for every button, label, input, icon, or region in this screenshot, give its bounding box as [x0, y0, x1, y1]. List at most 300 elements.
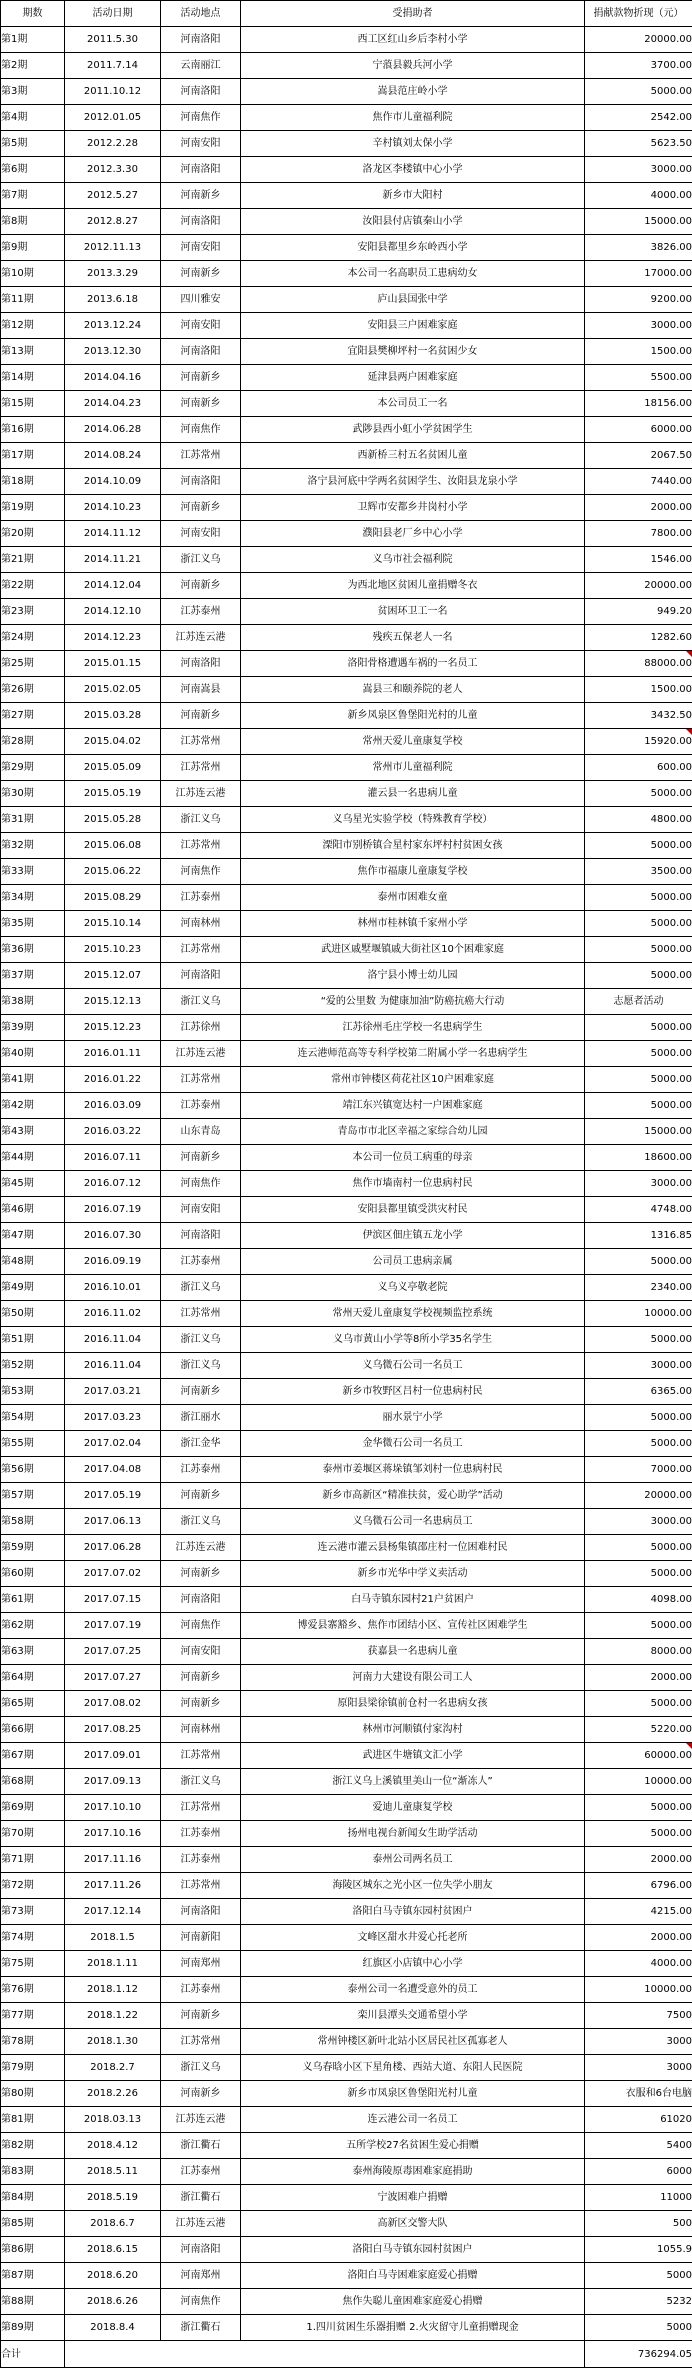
date-cell[interactable] — [65, 729, 161, 755]
period-cell[interactable] — [1, 1275, 65, 1301]
period-cell[interactable] — [1, 1067, 65, 1093]
amount-cell[interactable] — [585, 2315, 692, 2341]
date-cell[interactable] — [65, 157, 161, 183]
date-cell[interactable] — [65, 677, 161, 703]
period-cell[interactable] — [1, 2029, 65, 2055]
period-cell[interactable] — [1, 703, 65, 729]
beneficiary-cell[interactable] — [241, 2081, 585, 2107]
location-cell[interactable] — [161, 1015, 241, 1041]
date-cell[interactable] — [65, 1951, 161, 1977]
date-cell[interactable] — [65, 911, 161, 937]
total-amount[interactable]: 736294.05 — [585, 2341, 692, 2368]
date-cell[interactable] — [65, 2159, 161, 2185]
location-cell[interactable] — [161, 859, 241, 885]
location-cell[interactable] — [161, 1925, 241, 1951]
date-cell[interactable] — [65, 1899, 161, 1925]
period-cell[interactable] — [1, 1431, 65, 1457]
amount-cell[interactable] — [585, 547, 692, 573]
comment-indicator-icon[interactable] — [686, 651, 692, 657]
beneficiary-cell[interactable] — [241, 1639, 585, 1665]
date-cell[interactable] — [65, 1691, 161, 1717]
location-cell[interactable] — [161, 1691, 241, 1717]
date-cell[interactable] — [65, 1223, 161, 1249]
period-cell[interactable] — [1, 1847, 65, 1873]
beneficiary-cell[interactable] — [241, 1405, 585, 1431]
amount-cell[interactable] — [585, 443, 692, 469]
amount-cell[interactable] — [585, 1171, 692, 1197]
period-cell[interactable] — [1, 807, 65, 833]
date-cell[interactable] — [65, 2211, 161, 2237]
beneficiary-cell[interactable] — [241, 1379, 585, 1405]
beneficiary-cell[interactable] — [241, 157, 585, 183]
location-cell[interactable] — [161, 391, 241, 417]
location-cell[interactable] — [161, 1769, 241, 1795]
beneficiary-cell[interactable] — [241, 963, 585, 989]
location-cell[interactable] — [161, 79, 241, 105]
date-cell[interactable] — [65, 1379, 161, 1405]
beneficiary-cell[interactable] — [241, 2133, 585, 2159]
date-cell[interactable] — [65, 1717, 161, 1743]
amount-cell[interactable] — [585, 833, 692, 859]
period-cell[interactable] — [1, 625, 65, 651]
amount-cell[interactable] — [585, 261, 692, 287]
date-cell[interactable] — [65, 1301, 161, 1327]
period-cell[interactable] — [1, 391, 65, 417]
location-cell[interactable] — [161, 1353, 241, 1379]
beneficiary-cell[interactable] — [241, 1847, 585, 1873]
period-cell[interactable] — [1, 183, 65, 209]
period-cell[interactable] — [1, 1223, 65, 1249]
date-cell[interactable] — [65, 2315, 161, 2341]
beneficiary-cell[interactable] — [241, 937, 585, 963]
amount-cell[interactable] — [585, 1769, 692, 1795]
amount-cell[interactable] — [585, 989, 692, 1015]
location-cell[interactable] — [161, 1795, 241, 1821]
beneficiary-cell[interactable] — [241, 1795, 585, 1821]
period-cell[interactable] — [1, 1769, 65, 1795]
amount-cell[interactable] — [585, 1301, 692, 1327]
date-cell[interactable] — [65, 183, 161, 209]
location-cell[interactable] — [161, 1067, 241, 1093]
period-cell[interactable] — [1, 755, 65, 781]
amount-cell[interactable] — [585, 1327, 692, 1353]
date-cell[interactable] — [65, 2185, 161, 2211]
amount-cell[interactable] — [585, 365, 692, 391]
beneficiary-cell[interactable] — [241, 1171, 585, 1197]
date-cell[interactable] — [65, 1509, 161, 1535]
amount-cell[interactable] — [585, 1145, 692, 1171]
period-cell[interactable] — [1, 2055, 65, 2081]
date-cell[interactable] — [65, 937, 161, 963]
beneficiary-cell[interactable] — [241, 1015, 585, 1041]
period-cell[interactable] — [1, 1119, 65, 1145]
period-cell[interactable] — [1, 1717, 65, 1743]
location-cell[interactable] — [161, 677, 241, 703]
period-cell[interactable] — [1, 911, 65, 937]
amount-cell[interactable] — [585, 2185, 692, 2211]
amount-cell[interactable] — [585, 417, 692, 443]
location-cell[interactable] — [161, 1561, 241, 1587]
location-cell[interactable] — [161, 1639, 241, 1665]
location-cell[interactable] — [161, 1275, 241, 1301]
amount-cell[interactable] — [585, 1223, 692, 1249]
beneficiary-cell[interactable] — [241, 1067, 585, 1093]
beneficiary-cell[interactable] — [241, 2107, 585, 2133]
date-cell[interactable] — [65, 1119, 161, 1145]
amount-cell[interactable] — [585, 1873, 692, 1899]
date-cell[interactable] — [65, 131, 161, 157]
beneficiary-cell[interactable] — [241, 2263, 585, 2289]
date-cell[interactable] — [65, 1613, 161, 1639]
amount-cell[interactable] — [585, 911, 692, 937]
amount-cell[interactable] — [585, 1093, 692, 1119]
location-cell[interactable] — [161, 131, 241, 157]
location-cell[interactable] — [161, 261, 241, 287]
amount-cell[interactable] — [585, 2081, 692, 2107]
amount-cell[interactable] — [585, 1457, 692, 1483]
amount-cell[interactable] — [585, 209, 692, 235]
total-merged-cell[interactable] — [65, 2341, 585, 2368]
amount-cell[interactable] — [585, 625, 692, 651]
location-cell[interactable] — [161, 1535, 241, 1561]
location-cell[interactable] — [161, 2159, 241, 2185]
date-cell[interactable] — [65, 469, 161, 495]
period-cell[interactable] — [1, 495, 65, 521]
beneficiary-cell[interactable] — [241, 1145, 585, 1171]
beneficiary-cell[interactable] — [241, 27, 585, 53]
period-cell[interactable] — [1, 1587, 65, 1613]
beneficiary-cell[interactable] — [241, 2029, 585, 2055]
amount-cell[interactable] — [585, 2211, 692, 2237]
location-cell[interactable] — [161, 313, 241, 339]
location-cell[interactable] — [161, 27, 241, 53]
amount-cell[interactable] — [585, 1665, 692, 1691]
location-cell[interactable] — [161, 2029, 241, 2055]
period-cell[interactable] — [1, 1925, 65, 1951]
beneficiary-cell[interactable] — [241, 443, 585, 469]
location-cell[interactable] — [161, 1743, 241, 1769]
amount-cell[interactable] — [585, 79, 692, 105]
beneficiary-cell[interactable] — [241, 495, 585, 521]
period-cell[interactable] — [1, 1665, 65, 1691]
beneficiary-cell[interactable] — [241, 1743, 585, 1769]
beneficiary-cell[interactable] — [241, 1483, 585, 1509]
location-cell[interactable] — [161, 755, 241, 781]
date-cell[interactable] — [65, 1847, 161, 1873]
period-cell[interactable] — [1, 1483, 65, 1509]
beneficiary-cell[interactable] — [241, 53, 585, 79]
location-cell[interactable] — [161, 2107, 241, 2133]
amount-cell[interactable] — [585, 2159, 692, 2185]
location-cell[interactable] — [161, 989, 241, 1015]
amount-cell[interactable] — [585, 2029, 692, 2055]
beneficiary-cell[interactable] — [241, 1951, 585, 1977]
beneficiary-cell[interactable] — [241, 1977, 585, 2003]
total-label[interactable]: 合计 — [1, 2341, 65, 2368]
period-cell[interactable] — [1, 2003, 65, 2029]
amount-cell[interactable] — [585, 1977, 692, 2003]
amount-cell[interactable] — [585, 573, 692, 599]
location-cell[interactable] — [161, 1665, 241, 1691]
period-cell[interactable] — [1, 833, 65, 859]
amount-cell[interactable] — [585, 781, 692, 807]
amount-cell[interactable] — [585, 2003, 692, 2029]
date-cell[interactable] — [65, 1561, 161, 1587]
period-cell[interactable] — [1, 1249, 65, 1275]
date-cell[interactable] — [65, 1275, 161, 1301]
beneficiary-cell[interactable] — [241, 2185, 585, 2211]
date-cell[interactable] — [65, 781, 161, 807]
date-cell[interactable] — [65, 417, 161, 443]
location-cell[interactable] — [161, 1717, 241, 1743]
amount-cell[interactable] — [585, 1353, 692, 1379]
amount-cell[interactable] — [585, 469, 692, 495]
beneficiary-cell[interactable] — [241, 781, 585, 807]
beneficiary-cell[interactable] — [241, 469, 585, 495]
amount-cell[interactable] — [585, 1925, 692, 1951]
date-cell[interactable] — [65, 2003, 161, 2029]
date-cell[interactable] — [65, 1639, 161, 1665]
beneficiary-cell[interactable] — [241, 131, 585, 157]
location-cell[interactable] — [161, 2081, 241, 2107]
period-cell[interactable] — [1, 1353, 65, 1379]
amount-cell[interactable] — [585, 391, 692, 417]
beneficiary-cell[interactable] — [241, 391, 585, 417]
beneficiary-cell[interactable] — [241, 807, 585, 833]
period-cell[interactable] — [1, 2133, 65, 2159]
location-cell[interactable] — [161, 807, 241, 833]
date-cell[interactable] — [65, 495, 161, 521]
amount-cell[interactable] — [585, 2055, 692, 2081]
beneficiary-cell[interactable] — [241, 261, 585, 287]
period-cell[interactable] — [1, 79, 65, 105]
period-cell[interactable] — [1, 885, 65, 911]
comment-indicator-icon[interactable] — [686, 1743, 692, 1749]
date-cell[interactable] — [65, 989, 161, 1015]
location-cell[interactable] — [161, 2237, 241, 2263]
amount-cell[interactable] — [585, 1249, 692, 1275]
beneficiary-cell[interactable] — [241, 105, 585, 131]
location-cell[interactable] — [161, 521, 241, 547]
beneficiary-cell[interactable] — [241, 1223, 585, 1249]
beneficiary-cell[interactable] — [241, 573, 585, 599]
location-cell[interactable] — [161, 1457, 241, 1483]
column-header-date[interactable]: 活动日期 — [65, 1, 161, 27]
beneficiary-cell[interactable] — [241, 1327, 585, 1353]
period-cell[interactable] — [1, 1613, 65, 1639]
period-cell[interactable] — [1, 1821, 65, 1847]
location-cell[interactable] — [161, 729, 241, 755]
location-cell[interactable] — [161, 1821, 241, 1847]
beneficiary-cell[interactable] — [241, 1431, 585, 1457]
amount-cell[interactable] — [585, 1821, 692, 1847]
date-cell[interactable] — [65, 1483, 161, 1509]
beneficiary-cell[interactable] — [241, 287, 585, 313]
period-cell[interactable] — [1, 443, 65, 469]
date-cell[interactable] — [65, 261, 161, 287]
date-cell[interactable] — [65, 287, 161, 313]
date-cell[interactable] — [65, 105, 161, 131]
location-cell[interactable] — [161, 365, 241, 391]
period-cell[interactable] — [1, 1405, 65, 1431]
date-cell[interactable] — [65, 859, 161, 885]
amount-cell[interactable] — [585, 2289, 692, 2315]
location-cell[interactable] — [161, 1977, 241, 2003]
beneficiary-cell[interactable] — [241, 2159, 585, 2185]
amount-cell[interactable] — [585, 1639, 692, 1665]
location-cell[interactable] — [161, 2185, 241, 2211]
amount-cell[interactable] — [585, 937, 692, 963]
date-cell[interactable] — [65, 443, 161, 469]
date-cell[interactable] — [65, 703, 161, 729]
column-header-beneficiary[interactable]: 受捐助者 — [241, 1, 585, 27]
location-cell[interactable] — [161, 703, 241, 729]
period-cell[interactable] — [1, 1561, 65, 1587]
period-cell[interactable] — [1, 2263, 65, 2289]
amount-cell[interactable] — [585, 1535, 692, 1561]
period-cell[interactable] — [1, 469, 65, 495]
location-cell[interactable] — [161, 235, 241, 261]
period-cell[interactable] — [1, 1301, 65, 1327]
date-cell[interactable] — [65, 365, 161, 391]
location-cell[interactable] — [161, 2055, 241, 2081]
period-cell[interactable] — [1, 287, 65, 313]
date-cell[interactable] — [65, 1873, 161, 1899]
period-cell[interactable] — [1, 651, 65, 677]
amount-cell[interactable] — [585, 2133, 692, 2159]
beneficiary-cell[interactable] — [241, 911, 585, 937]
date-cell[interactable] — [65, 1015, 161, 1041]
beneficiary-cell[interactable] — [241, 1041, 585, 1067]
date-cell[interactable] — [65, 79, 161, 105]
amount-cell[interactable] — [585, 859, 692, 885]
amount-cell[interactable] — [585, 885, 692, 911]
amount-cell[interactable] — [585, 313, 692, 339]
beneficiary-cell[interactable] — [241, 1509, 585, 1535]
date-cell[interactable] — [65, 1821, 161, 1847]
beneficiary-cell[interactable] — [241, 79, 585, 105]
date-cell[interactable] — [65, 391, 161, 417]
date-cell[interactable] — [65, 1405, 161, 1431]
date-cell[interactable] — [65, 1769, 161, 1795]
amount-cell[interactable] — [585, 1015, 692, 1041]
location-cell[interactable] — [161, 469, 241, 495]
location-cell[interactable] — [161, 2133, 241, 2159]
beneficiary-cell[interactable] — [241, 1561, 585, 1587]
location-cell[interactable] — [161, 1431, 241, 1457]
date-cell[interactable] — [65, 1457, 161, 1483]
location-cell[interactable] — [161, 443, 241, 469]
period-cell[interactable] — [1, 547, 65, 573]
beneficiary-cell[interactable] — [241, 989, 585, 1015]
location-cell[interactable] — [161, 1405, 241, 1431]
beneficiary-cell[interactable] — [241, 547, 585, 573]
beneficiary-cell[interactable] — [241, 1249, 585, 1275]
amount-cell[interactable] — [585, 963, 692, 989]
date-cell[interactable] — [65, 1353, 161, 1379]
amount-cell[interactable] — [585, 807, 692, 833]
amount-cell[interactable] — [585, 599, 692, 625]
date-cell[interactable] — [65, 2081, 161, 2107]
location-cell[interactable] — [161, 885, 241, 911]
location-cell[interactable] — [161, 2211, 241, 2237]
period-cell[interactable] — [1, 53, 65, 79]
period-cell[interactable] — [1, 1171, 65, 1197]
beneficiary-cell[interactable] — [241, 651, 585, 677]
location-cell[interactable] — [161, 1899, 241, 1925]
period-cell[interactable] — [1, 1197, 65, 1223]
period-cell[interactable] — [1, 937, 65, 963]
amount-cell[interactable] — [585, 1951, 692, 1977]
period-cell[interactable] — [1, 2107, 65, 2133]
period-cell[interactable] — [1, 417, 65, 443]
amount-cell[interactable] — [585, 521, 692, 547]
location-cell[interactable] — [161, 209, 241, 235]
date-cell[interactable] — [65, 313, 161, 339]
column-header-location[interactable]: 活动地点 — [161, 1, 241, 27]
period-cell[interactable] — [1, 599, 65, 625]
beneficiary-cell[interactable] — [241, 417, 585, 443]
amount-cell[interactable] — [585, 1197, 692, 1223]
amount-cell[interactable] — [585, 339, 692, 365]
location-cell[interactable] — [161, 1951, 241, 1977]
date-cell[interactable] — [65, 1795, 161, 1821]
location-cell[interactable] — [161, 2263, 241, 2289]
period-cell[interactable] — [1, 1327, 65, 1353]
location-cell[interactable] — [161, 1301, 241, 1327]
date-cell[interactable] — [65, 1171, 161, 1197]
location-cell[interactable] — [161, 1197, 241, 1223]
date-cell[interactable] — [65, 547, 161, 573]
date-cell[interactable] — [65, 53, 161, 79]
beneficiary-cell[interactable] — [241, 1275, 585, 1301]
beneficiary-cell[interactable] — [241, 1821, 585, 1847]
amount-cell[interactable] — [585, 1899, 692, 1925]
beneficiary-cell[interactable] — [241, 2055, 585, 2081]
amount-cell[interactable] — [585, 755, 692, 781]
beneficiary-cell[interactable] — [241, 1535, 585, 1561]
amount-cell[interactable] — [585, 495, 692, 521]
amount-cell[interactable] — [585, 157, 692, 183]
location-cell[interactable] — [161, 573, 241, 599]
beneficiary-cell[interactable] — [241, 2237, 585, 2263]
location-cell[interactable] — [161, 2003, 241, 2029]
amount-cell[interactable] — [585, 1483, 692, 1509]
beneficiary-cell[interactable] — [241, 1691, 585, 1717]
period-cell[interactable] — [1, 157, 65, 183]
period-cell[interactable] — [1, 859, 65, 885]
amount-cell[interactable] — [585, 53, 692, 79]
beneficiary-cell[interactable] — [241, 2003, 585, 2029]
beneficiary-cell[interactable] — [241, 365, 585, 391]
date-cell[interactable] — [65, 963, 161, 989]
amount-cell[interactable] — [585, 1847, 692, 1873]
date-cell[interactable] — [65, 235, 161, 261]
period-cell[interactable] — [1, 1639, 65, 1665]
beneficiary-cell[interactable] — [241, 1873, 585, 1899]
beneficiary-cell[interactable] — [241, 183, 585, 209]
beneficiary-cell[interactable] — [241, 1119, 585, 1145]
beneficiary-cell[interactable] — [241, 1301, 585, 1327]
comment-indicator-icon[interactable] — [686, 729, 692, 735]
period-cell[interactable] — [1, 2185, 65, 2211]
date-cell[interactable] — [65, 2237, 161, 2263]
location-cell[interactable] — [161, 2315, 241, 2341]
location-cell[interactable] — [161, 651, 241, 677]
amount-cell[interactable] — [585, 2107, 692, 2133]
period-cell[interactable] — [1, 1535, 65, 1561]
location-cell[interactable] — [161, 495, 241, 521]
